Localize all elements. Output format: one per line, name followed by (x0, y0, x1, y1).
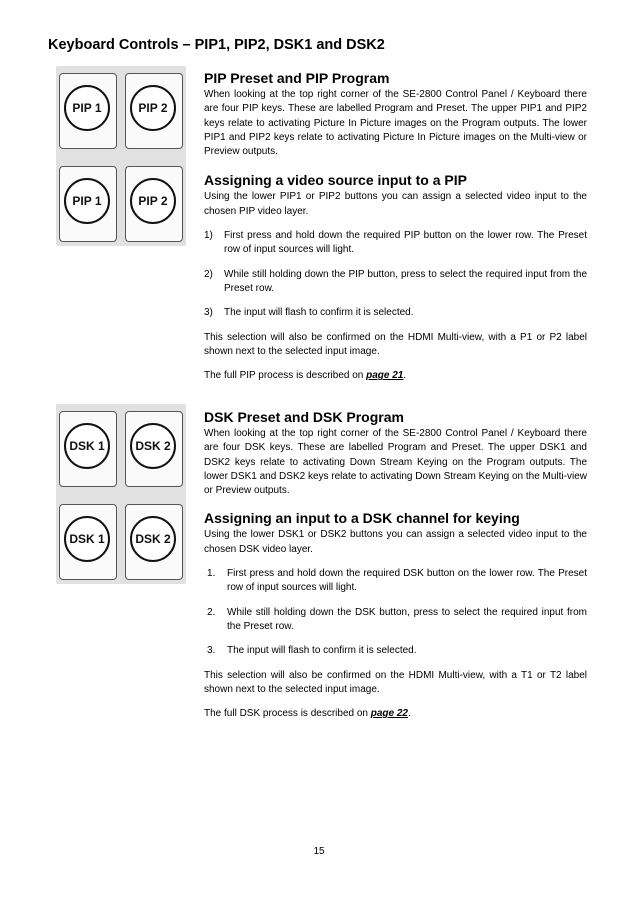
page-link[interactable]: page 22 (370, 708, 408, 720)
step-text: First press and hold down the required PIP button on the lower row. The Preset row of input sources will light. (224, 230, 587, 256)
pip-page-reference (204, 369, 587, 383)
dsk1-preset-key (59, 504, 117, 580)
step-number: 2) (204, 268, 213, 280)
step-text: While still holding down the PIP button, press to select the required input from the Preset row. (224, 268, 587, 294)
step-text: First press and hold down the required DSK button on the lower row. The Preset row of input sources will light. (227, 568, 587, 594)
step-number: 1) (204, 230, 213, 242)
page-title: Keyboard Controls – PIP1, PIP2, DSK1 and DSK2 (48, 37, 385, 53)
reference-text: The full PIP process is described on (204, 370, 367, 382)
page-number: 15 (313, 846, 325, 857)
pip-step-2 (204, 268, 587, 297)
key-label: PIP 1 (64, 178, 110, 224)
reference-end: . (408, 708, 411, 720)
pip-step-1 (204, 229, 587, 258)
pip1-preset-key (59, 166, 117, 242)
pip2-preset-key (125, 166, 183, 242)
page-link[interactable]: page 21 (366, 370, 404, 382)
key-label: DSK 2 (130, 423, 176, 469)
pip-step-3 (204, 306, 587, 320)
key-label: PIP 1 (64, 85, 110, 131)
pip-intro: When looking at the top right corner of the SE-2800 Control Panel / Keyboard there are four PIP keys. These are labelled Program and Preset. The upper PIP1 and PIP2 keys relate to activating Picture In Picture images on the Program outputs. The lower PIP1 and PIP2 keys relate to activating Picture In Picture images on the Multi-view or Preview outputs. (204, 89, 587, 158)
dsk-sub-intro: Using the lower DSK1 or DSK2 buttons you can assign a selected video input to the chosen DSK video layer. (204, 529, 587, 555)
pip-confirm-text: This selection will also be confirmed on the HDMI Multi-view, with a P1 or P2 label shown next to the selected input image. (204, 331, 587, 357)
pip-sub-intro: Using the lower PIP1 or PIP2 buttons you can assign a selected video input to the chosen PIP video layer. (204, 191, 587, 217)
key-label: DSK 2 (130, 516, 176, 562)
reference-end: . (403, 370, 407, 382)
pip-subheading: Assigning a video source input to a PIP (204, 172, 467, 189)
dsk-step-1 (204, 567, 587, 596)
pip-section (204, 69, 587, 383)
key-label: PIP 2 (130, 178, 176, 224)
key-label: DSK 1 (64, 516, 110, 562)
step-number: 3. (207, 645, 216, 657)
pip-keys-illustration (56, 66, 186, 246)
dsk-step-3 (204, 644, 587, 658)
step-number: 2. (207, 606, 216, 618)
step-text: The input will flash to confirm it is selected. (224, 307, 414, 319)
pip-heading: PIP Preset and PIP Program (204, 70, 390, 86)
key-label: PIP 2 (130, 85, 176, 131)
pip2-program-key (125, 73, 183, 149)
dsk-step-2 (204, 606, 587, 635)
dsk2-program-key (125, 411, 183, 487)
key-label: DSK 1 (64, 423, 110, 469)
reference-text: The full DSK process is described on (204, 708, 371, 720)
step-text: The input will flash to confirm it is selected. (227, 645, 417, 657)
dsk-keys-illustration (56, 404, 186, 584)
step-text: While still holding down the DSK button, press to select the required input from the Preset row. (227, 606, 587, 632)
dsk2-preset-key (125, 504, 183, 580)
step-number: 1. (207, 568, 216, 580)
dsk-intro: When looking at the top right corner of the SE-2800 Control Panel / Keyboard there are four DSK keys. These are labelled Program and Preset. The upper DSK1 and DSK2 keys relate to activating Down Stream Keying on the Program outputs. The lower DSK1 and DSK2 keys relate to activating Down Stream Keying on the Multi-view or Preview outputs. (204, 428, 587, 497)
dsk-heading: DSK Preset and DSK Program (204, 409, 404, 425)
pip1-program-key (59, 73, 117, 149)
dsk-confirm-text: This selection will also be confirmed on the HDMI Multi-view, with a T1 or T2 label shown next to the selected input image. (204, 669, 587, 695)
step-number: 3) (204, 307, 213, 319)
dsk-section (204, 408, 587, 721)
dsk-subheading: Assigning an input to a DSK channel for keying (204, 510, 520, 527)
dsk-page-reference (204, 707, 587, 721)
dsk1-program-key (59, 411, 117, 487)
